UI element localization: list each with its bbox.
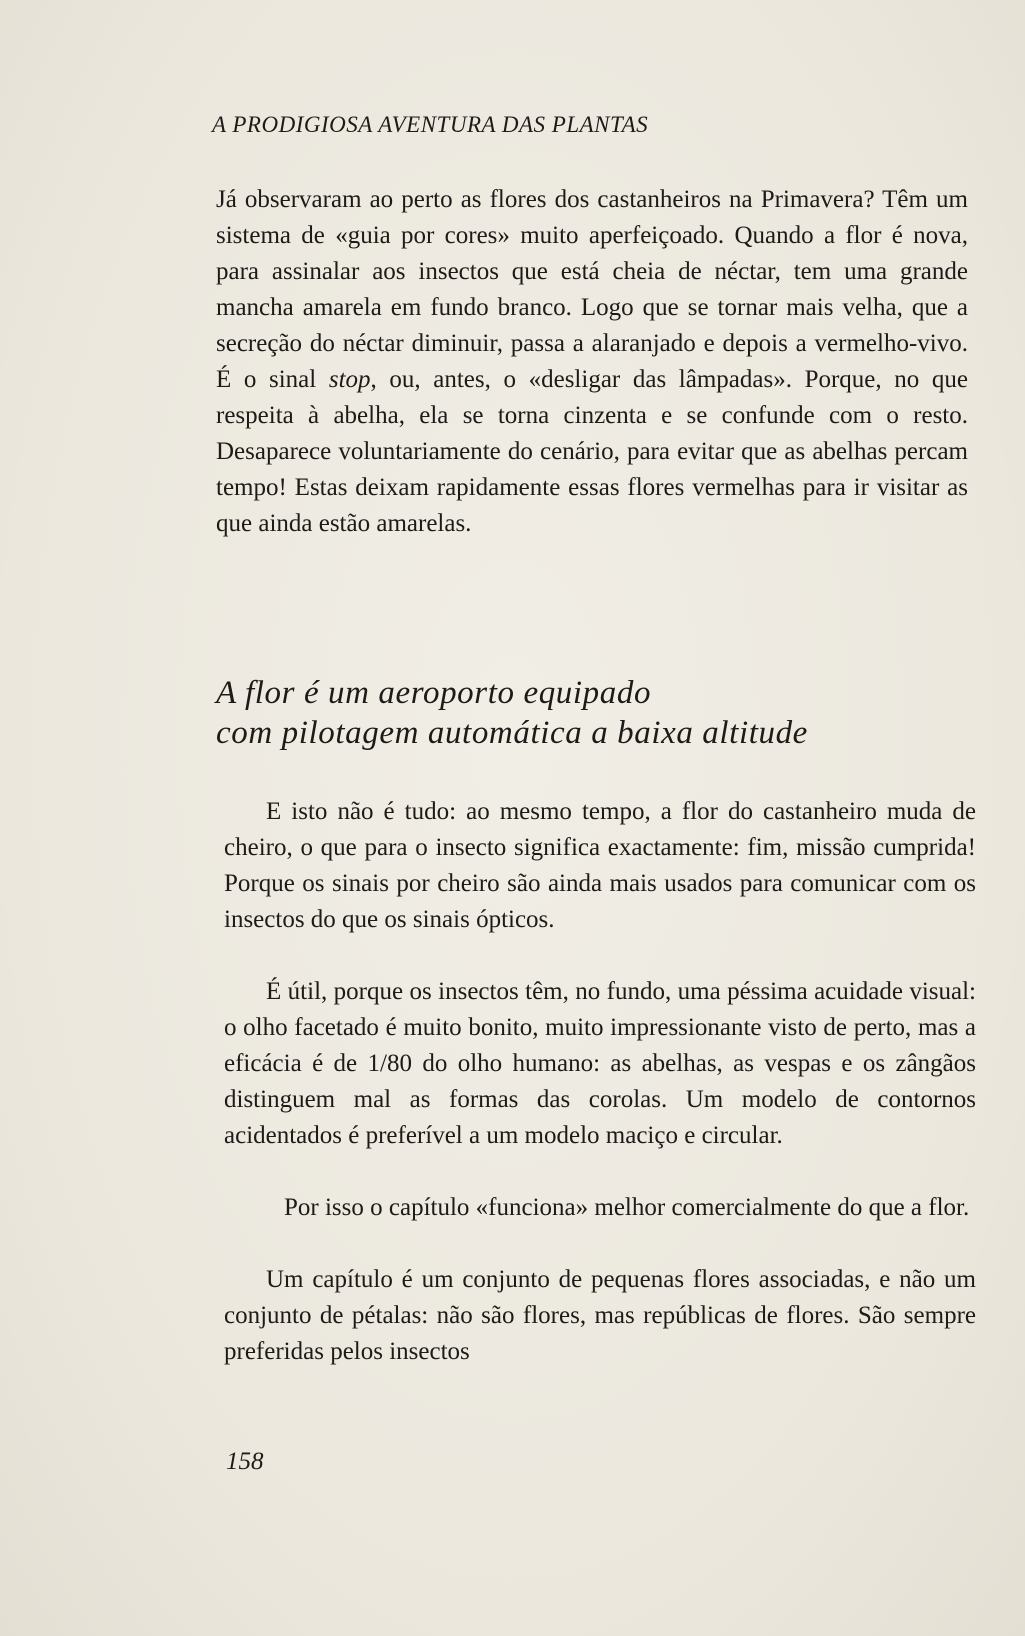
paragraph-1-italic-term: stop: [328, 366, 371, 393]
paragraph-5: Um capítulo é um conjunto de pequenas flores associadas, e não um conjunto de pétalas: não são flores, mas repúblicas de flores. São sempre preferidas pelos insectos: [224, 1266, 976, 1365]
page-number: 158: [226, 1448, 264, 1475]
paragraph-1-text-a: Já observaram ao perto as flores dos castanheiros na Primavera? Têm um sistema de «guia por cores» muito aperfeiçoado. Quando a flor é nova, para assinalar aos insectos que está cheia de néctar, tem uma grande mancha amarela em fundo branco. Logo que se tornar mais velha, que a secreção do néctar diminuir, passa a alaranjado e depois a vermelho-vivo. É o sinal: [216, 186, 968, 393]
paragraph-1: [216, 182, 968, 542]
section-heading-line-2: com pilotagem automática a baixa altitude: [216, 715, 808, 751]
section-heading-line-1: A flor é um aeroporto equipado: [216, 675, 652, 711]
paragraph-4: Por isso o capítulo «funciona» melhor comercialmente do que a flor.: [284, 1194, 970, 1221]
section-heading: [216, 673, 976, 753]
paragraph-2: E isto não é tudo: ao mesmo tempo, a flor do castanheiro muda de cheiro, o que para o insecto significa exactamente: fim, missão cumprida! Porque os sinais por cheiro são ainda mais usados para comunicar com os insectos do que os sinais ópticos.: [224, 798, 976, 933]
running-head: A PRODIGIOSA AVENTURA DAS PLANTAS: [212, 112, 649, 137]
paragraph-1-text-b: , ou, antes, o «desligar das lâmpadas». Porque, no que respeita à abelha, ela se torna cinzenta e se confunde com o resto. Desaparece voluntariamente do cenário, para evitar que as abelhas percam tempo! Estas deixam rapidamente essas flores vermelhas para ir visitar as que ainda estão amarelas.: [216, 366, 968, 537]
paragraph-3: É útil, porque os insectos têm, no fundo, uma péssima acuidade visual: o olho facetado é muito bonito, muito impressionante visto de perto, mas a eficácia é de 1/80 do olho humano: as abelhas, as vespas e os zângãos distinguem mal as formas das corolas. Um modelo de contornos acidentados é preferível a um modelo maciço e circular.: [224, 978, 976, 1149]
